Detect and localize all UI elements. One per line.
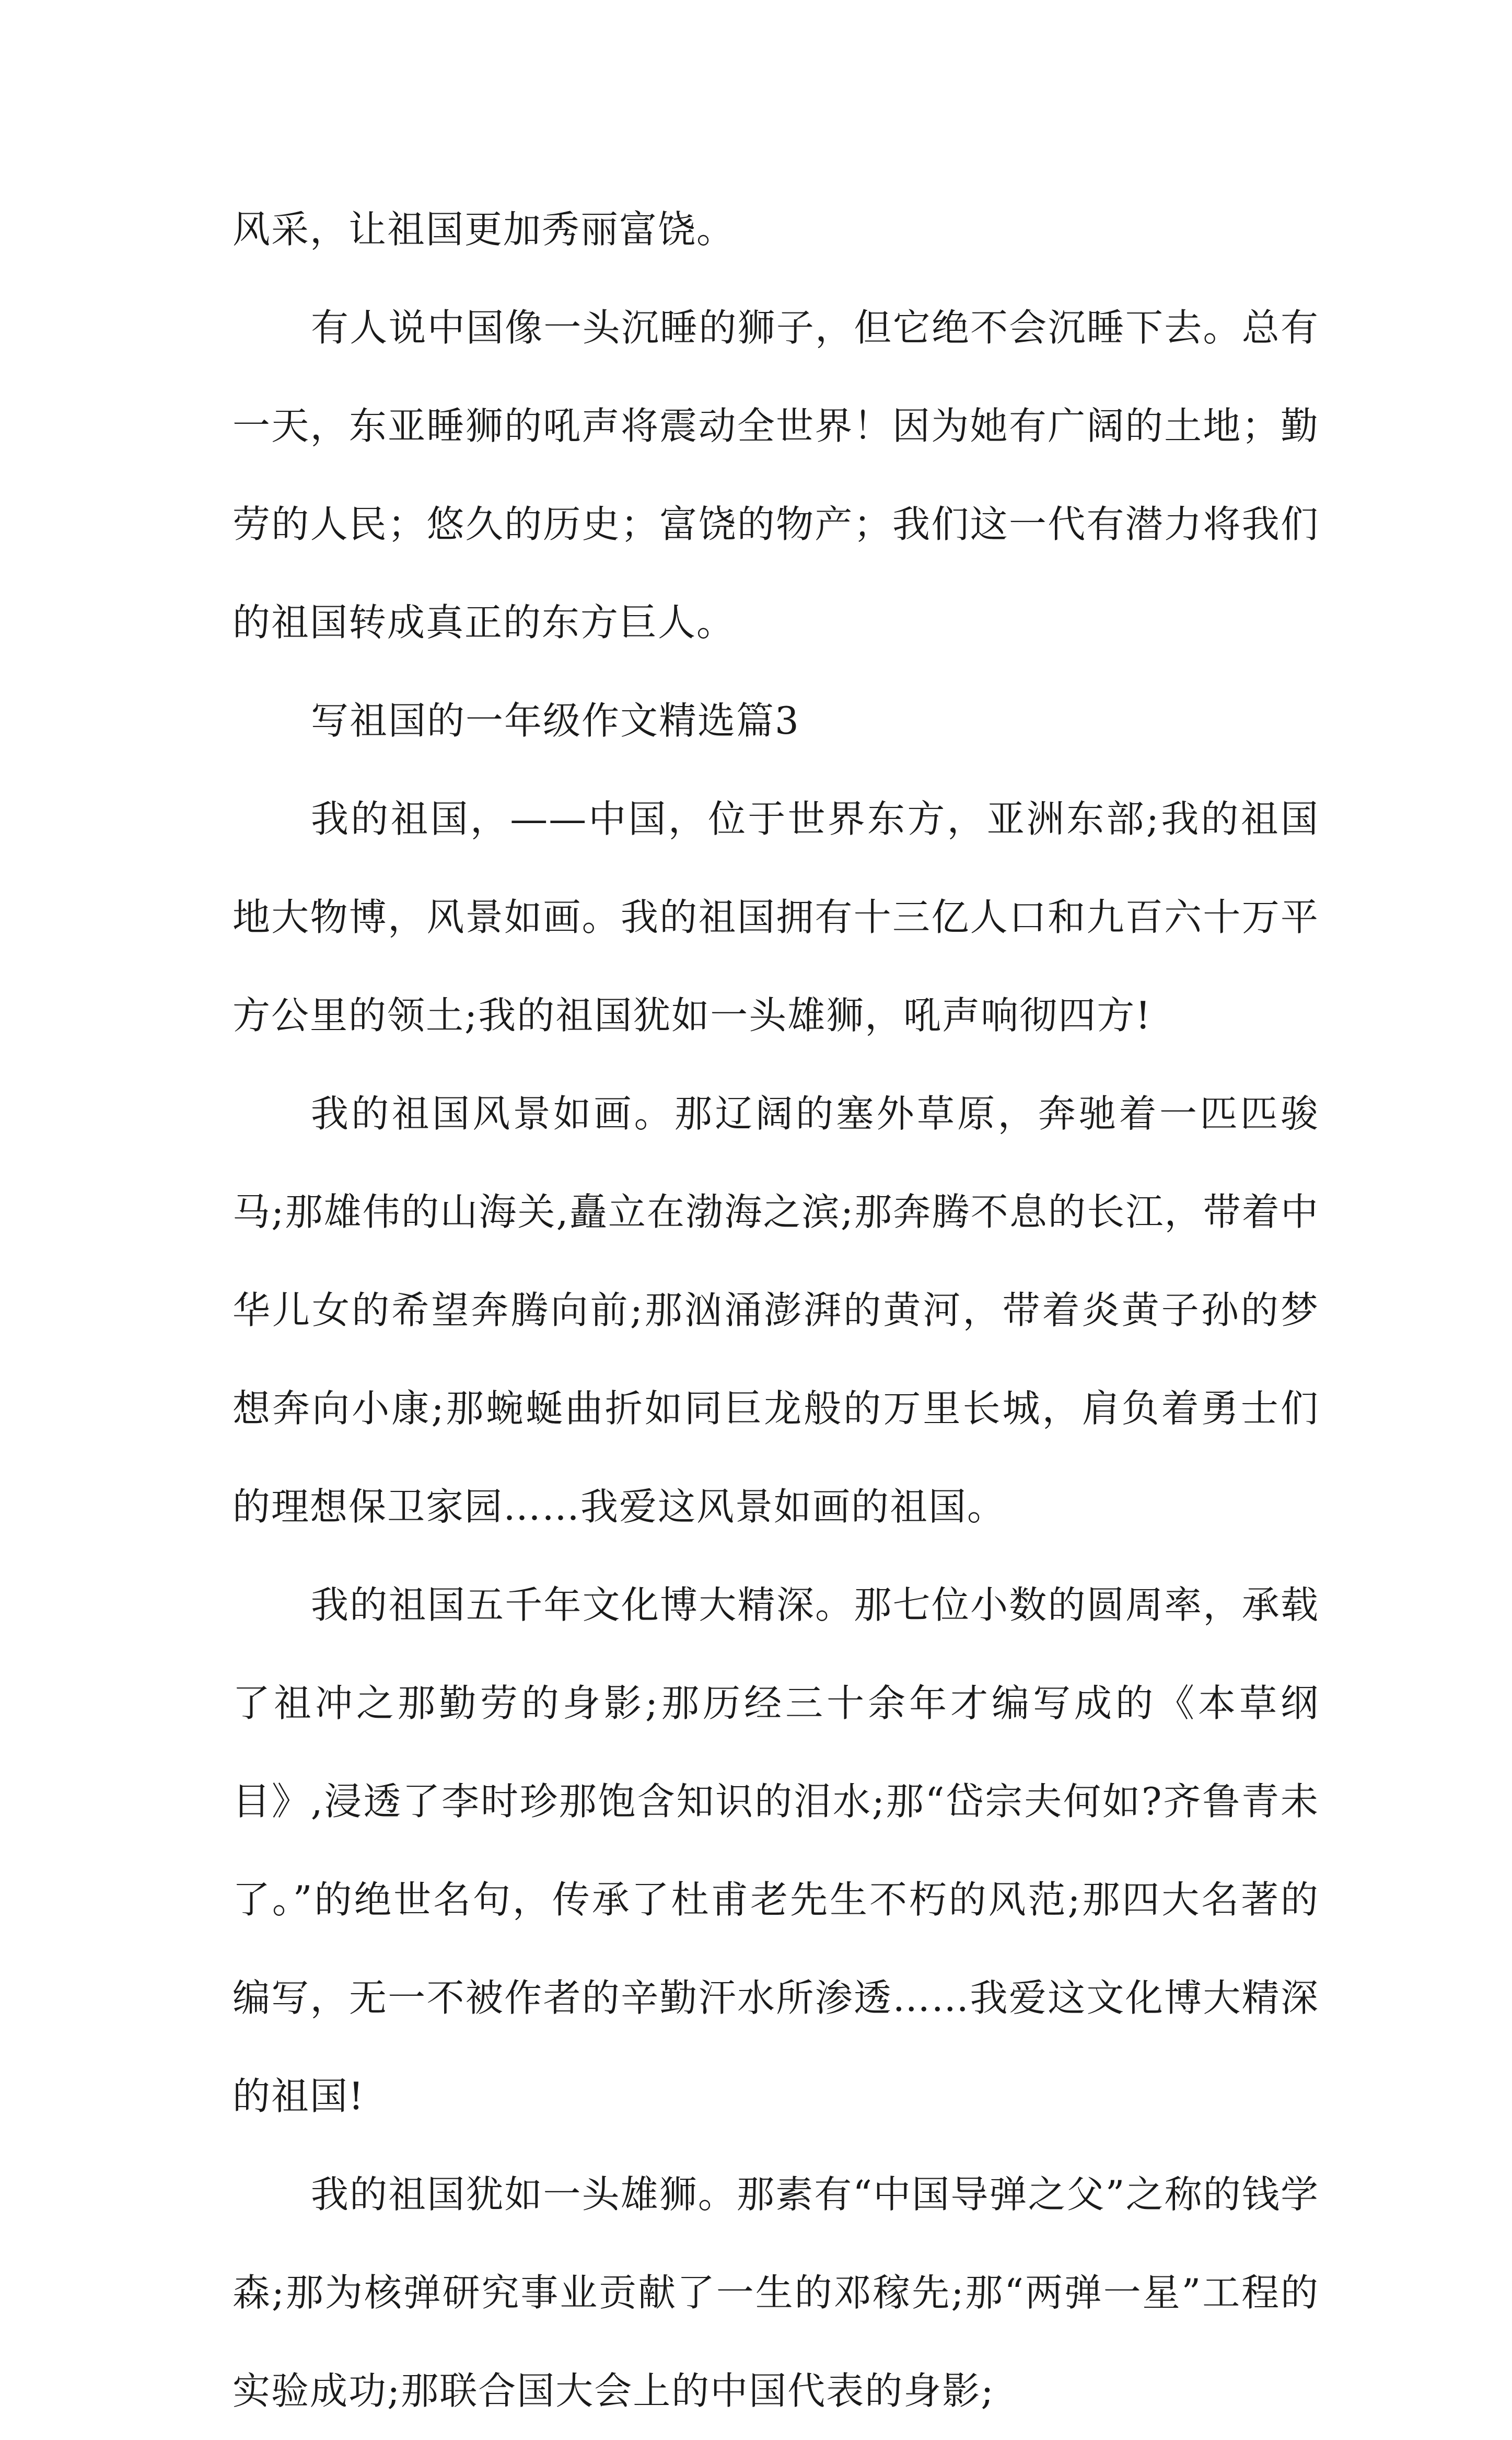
paragraph-1: 风采，让祖国更加秀丽富饶。 [232,207,736,251]
section-heading: 写祖国的一年级作文精选篇3 [311,699,800,743]
paragraph-5: 我的祖国五千年文化博大精深。那七位小数的圆周率，承载了祖冲之那勤劳的身影;那历经三十余年才编写成的《本草纲目》,浸透了李时珍那饱含知识的泪水;那“岱宗夫何如?齐鲁青未了。”的绝世名句，传承了杜甫老先生不朽的风范;那四大名著的编写，无一不被作者的辛勤汗水所渗透……我爱这文化博大精深的祖国! [232,1583,1319,2118]
paragraph-6: 我的祖国犹如一头雄狮。那素有“中国导弹之父”之称的钱学森;那为核弹研究事业贡献了一生的邓稼先;那“两弹一星”工程的实验成功;那联合国大会上的中国代表的身影; [232,2172,1319,2413]
paragraph-3: 我的祖国，——中国，位于世界东方，亚洲东部;我的祖国地大物博，风景如画。我的祖国拥有十三亿人口和九百六十万平方公里的领土;我的祖国犹如一头雄狮，吼声响彻四方! [232,797,1319,1037]
paragraph-2: 有人说中国像一头沉睡的狮子，但它绝不会沉睡下去。总有一天，东亚睡狮的吼声将震动全世界！因为她有广阔的土地；勤劳的人民；悠久的历史；富饶的物产；我们这一代有潜力将我们的祖国转成真正的东方巨人。 [232,306,1319,644]
document-body [232,180,1319,2440]
paragraph-4: 我的祖国风景如画。那辽阔的塞外草原，奔驰着一匹匹骏马;那雄伟的山海关,矗立在渤海之滨;那奔腾不息的长江，带着中华儿女的希望奔腾向前;那汹涌澎湃的黄河，带着炎黄子孙的梦想奔向小康;那蜿蜒曲折如同巨龙般的万里长城，肩负着勇士们的理想保卫家园……我爱这风景如画的祖国。 [232,1092,1319,1529]
